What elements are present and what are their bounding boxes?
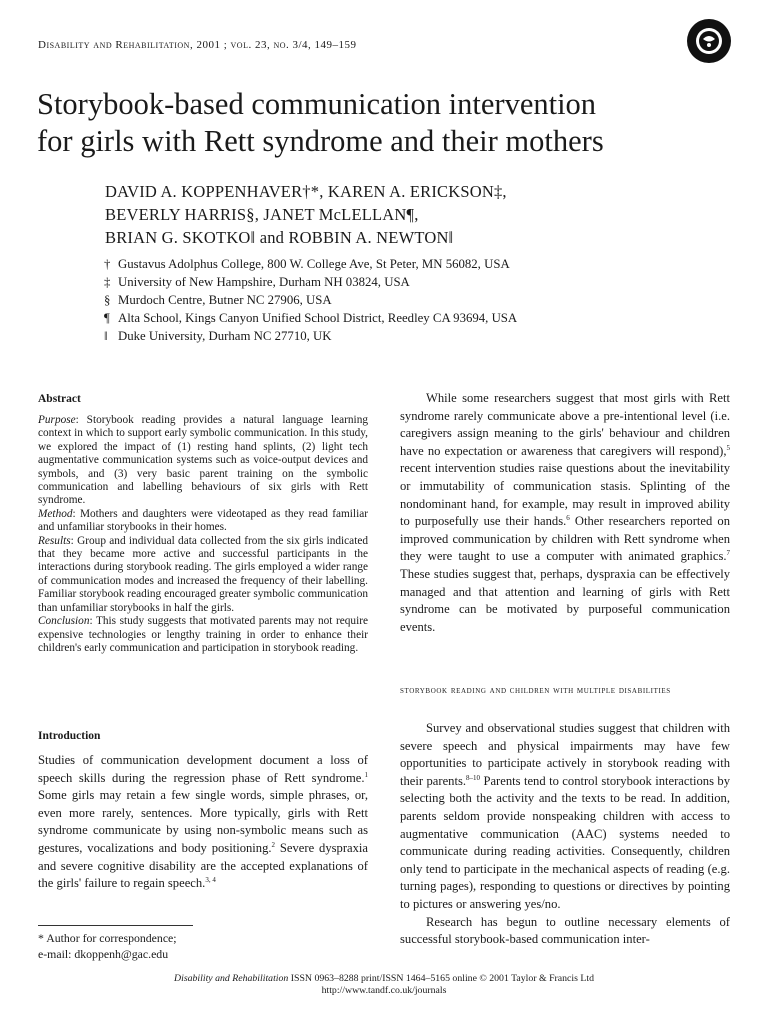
author-line: BRIAN G. SKOTKO‖ and ROBBIN A. NEWTON‖ xyxy=(105,228,454,247)
footnote xyxy=(38,930,177,962)
affiliation xyxy=(104,309,517,327)
abstract-body xyxy=(38,414,368,655)
author-list xyxy=(105,180,507,249)
citation-ref: 5 xyxy=(726,443,730,452)
body-text: Survey and observational studies suggest that children with severe speech and physical impairments may have few opportunities to participate actively in storybook reading with their parents. xyxy=(400,721,730,788)
abstract-heading: Abstract xyxy=(38,393,81,405)
publisher-seal-icon xyxy=(686,18,732,64)
abstract-purpose xyxy=(38,414,368,508)
journal-name: Disability and Rehabilitation xyxy=(38,39,190,51)
body-text: recent intervention studies raise questions about the inevitability or immutability of communication stasis. Splinting of the nondominant hand, for example, may result in improved ability to purposefully use their hands. xyxy=(400,461,730,529)
abstract-text: : This study suggests that motivated parents may not require expensive technologies or lengthy training in order to enhance their children's early communication and participation in storybook reading. xyxy=(38,615,368,654)
body-text: Research has begun to outline necessary elements of successful storybook-based communication inter- xyxy=(400,914,730,947)
affiliation-text: Gustavus Adolphus College, 800 W. College Ave, St Peter, MN 56082, USA xyxy=(118,257,510,271)
affiliation-mark: † xyxy=(104,257,111,271)
citation-ref: 6 xyxy=(566,513,570,522)
citation-ref: 3, 4 xyxy=(205,875,216,884)
body-text: These studies suggest that, perhaps, dyspraxia can be effectively managed and that attention and learning of girls with Rett syndrome can be motivated by purposeful communication events. xyxy=(400,566,730,634)
body-text: Some girls may retain a few single words, simple phrases, or, even more rarely, sentences. More typically, girls with Rett syndrome communicate by using non-symbolic means such as gestures, vocalizations and body positioning. xyxy=(38,788,368,855)
footer-issn: ISSN 0963–8288 print/ISSN 1464–5165 online © 2001 Taylor & Francis Ltd xyxy=(288,973,594,984)
affiliation-mark: § xyxy=(104,293,111,307)
footer-url: http://www.tandf.co.uk/journals xyxy=(321,984,447,996)
abstract-text: : Mothers and daughters were videotaped as they read familiar and unfamiliar storybooks in their homes. xyxy=(38,507,368,534)
author-line: DAVID A. KOPPENHAVER†*, KAREN A. ERICKSON‡, xyxy=(105,182,507,201)
abstract-text: : Storybook reading provides a natural language learning context in which to support early symbolic communication. In this study, we explored the impact of (1) resting hand splints, (2) light tech augmentative communication systems such as voice-output devices and symbols, and (3) very basic parent training on the symbolic communication and labelling behaviours of six girls with Rett syndrome. xyxy=(38,414,368,507)
footnote-rule xyxy=(38,925,193,926)
affiliation xyxy=(104,255,517,273)
body-text: Studies of communication development document a loss of speech skills during the regression phase of Rett syndrome. xyxy=(38,753,368,785)
author-line: BEVERLY HARRIS§, JANET McLELLAN¶, xyxy=(105,205,419,224)
citation-ref: 8–10 xyxy=(466,773,481,782)
body-text: While some researchers suggest that most girls with Rett syndrome rarely communicate above a pre-intentional level (i.e. caregivers assign meaning to the girls' behaviour and children have no expectation or awareness that caregivers will respond), xyxy=(400,391,730,458)
title-line: Storybook-based communication intervention xyxy=(37,87,597,121)
citation-ref: 2 xyxy=(271,840,276,849)
affiliation xyxy=(104,327,517,345)
affiliation-mark: ‖ xyxy=(104,329,108,343)
abstract-label: Conclusion xyxy=(38,615,90,628)
affiliation-text: University of New Hampshire, Durham NH 03824, USA xyxy=(118,275,410,289)
footnote-line: * Author for correspondence; xyxy=(38,931,177,945)
body-text: Parents tend to control storybook interactions by selecting both the activity and the texts to be read. In addition, parents seldom provide nonspeaking children with access to augmentative communication (AAC) systems needed to communicate during reading activities. Consequently, children only tend to participate in the mechanical aspects of reading (e.g. turning pages), responding to questions or directives by pointing to pictures or answering yes/no. xyxy=(400,773,730,911)
citation-ref: 1 xyxy=(364,770,368,779)
body-text: Severe dyspraxia and severe cognitive disability are the accepted explanations of the girls' failure to regain speech. xyxy=(38,840,368,891)
abstract-method xyxy=(38,508,368,535)
affiliation-text: Duke University, Durham NC 27710, UK xyxy=(118,329,332,343)
section-heading: storybook reading and children with multiple disabilities xyxy=(400,685,671,696)
footnote-email: e-mail: dkoppenh@gac.edu xyxy=(38,947,169,961)
body-text: Other researchers reported on improved communication by children with Rett syndrome when they were taught to use a computer with animated graphics. xyxy=(400,514,730,564)
abstract-text: : Group and individual data collected from the six girls indicated that they became more active and successful participants in the interactions during storybook reading. The girls employed a wider range of communication modes and increased the frequency of their labelling. Familiar storybook reading encouraged greater symbolic communication than unfamiliar storybooks in half the girls. xyxy=(38,534,368,614)
footer-journal: Disability and Rehabilitation xyxy=(174,973,289,984)
citation-ref: 7 xyxy=(726,549,730,558)
affiliation-text: Alta School, Kings Canyon Unified School District, Reedley CA 93694, USA xyxy=(118,311,518,325)
affiliation-text: Murdoch Centre, Butner NC 27906, USA xyxy=(118,293,332,307)
abstract-results xyxy=(38,535,368,615)
affiliation-mark: ‡ xyxy=(104,275,111,289)
article-title xyxy=(37,86,737,160)
affiliation xyxy=(104,273,517,291)
introduction-heading: Introduction xyxy=(38,730,101,742)
body-paragraph xyxy=(400,390,730,636)
abstract-label: Method xyxy=(38,507,73,520)
abstract-conclusion xyxy=(38,615,368,655)
abstract-label: Results xyxy=(38,534,71,547)
introduction-paragraph xyxy=(38,752,368,893)
page-footer xyxy=(0,973,768,996)
body-paragraph xyxy=(400,720,730,949)
journal-volume: , 2001 ; vol. 23, no. 3/4, 149–159 xyxy=(189,39,357,51)
title-line: for girls with Rett syndrome and their mothers xyxy=(37,124,604,158)
journal-citation xyxy=(38,39,357,51)
affiliation-mark: ¶ xyxy=(104,311,110,325)
affiliation xyxy=(104,291,517,309)
abstract-label: Purpose xyxy=(38,414,76,426)
affiliation-list xyxy=(104,255,517,345)
